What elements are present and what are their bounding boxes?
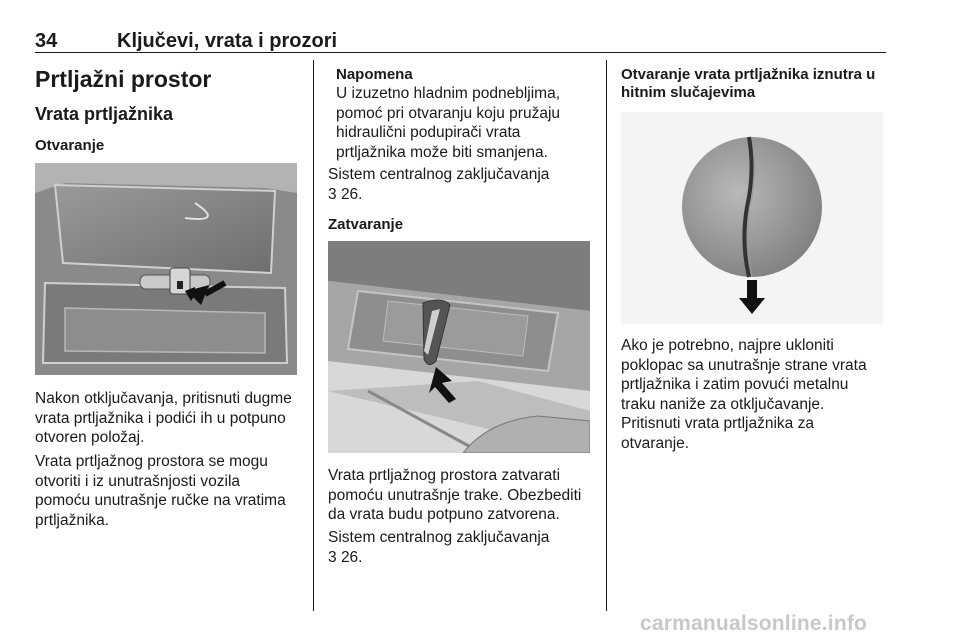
page-number: 34 (35, 30, 58, 52)
column-divider-2 (606, 60, 607, 611)
heading-emergency-opening: Otvaranje vrata prtljažnika iznutra u hitnim slučajevima (621, 66, 876, 101)
heading-opening: Otvaranje (35, 137, 105, 154)
subsection-title: Vrata prtljažnika (35, 104, 174, 124)
reference-central-locking-2[interactable]: Sistem centralnog zaključavanja 3 26. (328, 529, 550, 566)
reference-central-locking-1[interactable]: Sistem centralnog zaključavanja 3 26. (328, 166, 550, 203)
section-title: Prtljažni prostor (35, 66, 212, 92)
paragraph-emergency-opening: Ako je potrebno, najpre ukloniti poklopac sa unutrašnje strane vrata prtljažnika i zatim povući metalnu traku naniže za otključavanje. Pritisnuti vrata prtljažnika za otvaranje. (621, 337, 867, 452)
note-text: U izuzetno hladnim podnebljima, pomoć pri otvaranju koju pružaju hidraulični podupirači vrata prtljažnika može biti smanjena. (336, 85, 561, 161)
arrow-icon (747, 280, 757, 300)
tailgate-illustration (35, 163, 297, 375)
reference-arrow-icon: 3 (328, 548, 337, 566)
paragraph-opening-2: Vrata prtljažnog prostora se mogu otvoriti i iz unutrašnjosti vozila pomoću unutrašnje ručke na vratima prtljažnika. (35, 453, 286, 529)
watermark: carmanualsonline.info (640, 612, 868, 635)
paragraph-opening-1: Nakon otključavanja, pritisnuti dugme vrata prtljažnika i podići ih u potpuno otvoren položaj. (35, 390, 292, 446)
column-divider-1 (313, 60, 314, 611)
paragraph-closing: Vrata prtljažnog prostora zatvarati pomoću unutrašnje trake. Obezbediti da vrata budu potpuno zatvorena. (328, 467, 582, 523)
chapter-title: Ključevi, vrata i prozori (117, 30, 338, 52)
emergency-release-illustration (621, 112, 883, 324)
reference-arrow-icon: 3 (328, 185, 337, 203)
figure-emergency-release (621, 112, 883, 324)
closing-strap-illustration (328, 241, 590, 453)
figure-tailgate-button (35, 163, 297, 375)
note-title: Napomena (336, 66, 413, 83)
header-rule (35, 52, 886, 53)
heading-closing: Zatvaranje (328, 216, 404, 233)
figure-closing-strap (328, 241, 590, 453)
